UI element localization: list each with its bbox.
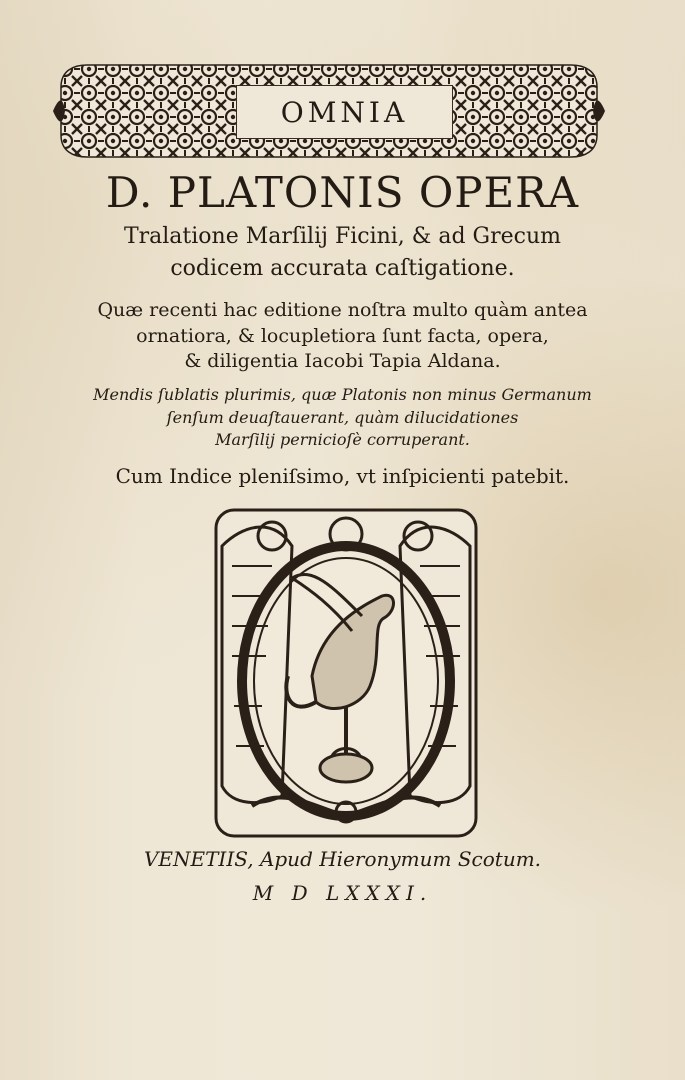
index-line: Cum Indice pleniſsimo, vt inſpicienti patebit. — [115, 464, 570, 488]
edition-line-3: & diligentia Iacobi Tapia Aldana. — [184, 350, 501, 372]
mendis-line-2: ſenſum deuaſtauerant, quàm dilucidationes — [166, 408, 519, 427]
printers-device-woodcut — [212, 506, 480, 840]
edition-line-2: ornatiora, & locupletiora ſunt facta, opera, — [136, 325, 549, 347]
mendis-line-3: Marſilij pernicioſè corruperant. — [215, 430, 470, 449]
ornamental-band — [53, 57, 605, 165]
griffin-device-illustration — [212, 506, 480, 840]
main-title: D. PLATONIS OPERA — [105, 168, 580, 217]
imprint-date: M D LXXXI. — [252, 881, 433, 905]
translation-line-2: codicem accurata caſtigatione. — [170, 256, 515, 281]
edition-line-1: Quæ recenti hac editione noſtra multo quàm antea — [97, 299, 588, 321]
mendis-line-1: Mendis ſublatis plurimis, quæ Platonis non minus Germanum — [93, 385, 592, 404]
omnia-label: OMNIA — [236, 85, 453, 139]
imprint-place-printer: VENETIIS, Apud Hieronymum Scotum. — [143, 847, 542, 871]
translation-line-1: Tralatione Marſilij Ficini, & ad Grecum — [123, 224, 562, 249]
